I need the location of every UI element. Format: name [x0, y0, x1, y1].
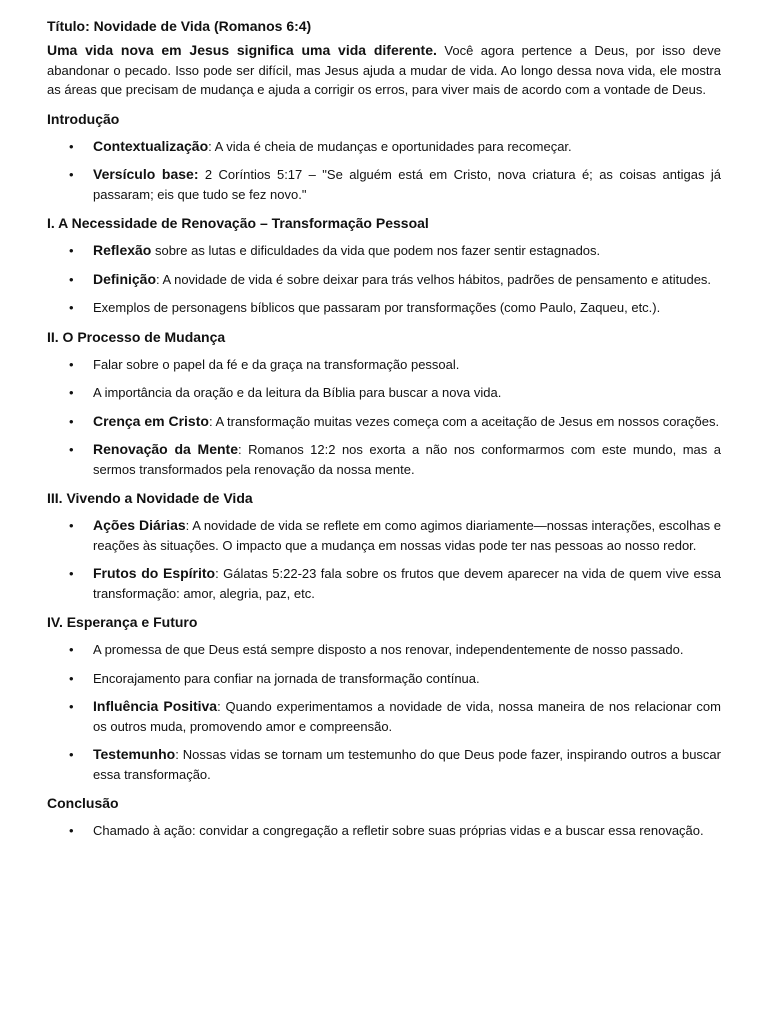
- section-list: [47, 516, 721, 603]
- section-heading: Conclusão: [47, 795, 119, 811]
- section-list: [47, 355, 721, 480]
- list-item: [47, 355, 721, 375]
- sections: [47, 109, 721, 841]
- list-item-text: : Quando experimentamos a novidade de vida, nossa maneira de nos relacionar com os outros muda, promovendo amor e compreensão.: [93, 699, 721, 734]
- list-item: [47, 516, 721, 555]
- list-item: [47, 270, 721, 290]
- list-item-text: : A transformação muitas vezes começa com a aceitação de Jesus em nossos corações.: [208, 413, 720, 429]
- list-item: [47, 412, 721, 432]
- list-item-term: Versículo base:: [93, 166, 199, 182]
- list-item-text: sobre as lutas e dificuldades da vida que podem nos fazer sentir estagnados.: [151, 243, 601, 258]
- list-item-text: Falar sobre o papel da fé e da graça na transformação pessoal.: [93, 356, 460, 372]
- list-item: [47, 241, 721, 261]
- list-item-text: : A vida é cheia de mudanças e oportunidades para recomeçar.: [208, 138, 572, 154]
- list-item: [47, 298, 721, 318]
- list-item-term: Frutos do Espírito: [93, 565, 216, 581]
- list-item: [47, 669, 721, 689]
- list-item: [47, 564, 721, 603]
- list-item-text: Exemplos de personagens bíblicos que passaram por transformações (como Paulo, Zaqueu, etc.).: [93, 300, 661, 315]
- list-item: [47, 745, 721, 784]
- list-item-text: A importância da oração e da leitura da Bíblia para buscar a nova vida.: [93, 385, 502, 400]
- section-list: [47, 640, 721, 784]
- section-heading: II. O Processo de Mudança: [47, 328, 226, 345]
- list-item-term: Renovação da Mente: [93, 441, 238, 457]
- list-item: [47, 383, 721, 403]
- list-item-term: Contextualização: [93, 137, 209, 154]
- list-item-text: A promessa de que Deus está sempre disposto a nos renovar, independentemente de nosso passado.: [93, 642, 684, 657]
- list-item-term: Ações Diárias: [93, 517, 186, 533]
- section-heading: I. A Necessidade de Renovação – Transformação Pessoal: [47, 215, 429, 231]
- section-list: [47, 137, 721, 205]
- list-item-term: Testemunho: [93, 746, 176, 762]
- list-item: [47, 137, 721, 157]
- list-item-text: Encorajamento para confiar na jornada de transformação contínua.: [93, 670, 480, 686]
- list-item-term: Crença em Cristo: [93, 412, 209, 429]
- section-list: [47, 241, 721, 318]
- list-item-text: : Gálatas 5:22-23 fala sobre os frutos que devem aparecer na vida de quem vive essa transformação: amor, alegria, paz, etc.: [93, 566, 721, 601]
- list-item: [47, 821, 721, 841]
- list-item-text: : Romanos 12:2 nos exorta a não nos conformarmos com este mundo, mas a sermos transformados pela renovação da nossa mente.: [93, 442, 721, 477]
- document-title: Título: Novidade de Vida (Romanos 6:4): [47, 18, 312, 34]
- section-list: [47, 821, 721, 841]
- list-item: [47, 440, 721, 479]
- list-item: [47, 697, 721, 736]
- list-item: [47, 640, 721, 660]
- intro-text: Você agora pertence a Deus, por isso deve abandonar o pecado. Isso pode ser difícil, mas Jesus ajuda a mudar de vida. Ao longo dessa nova vida, ele mostra as áreas que precisam de mudança e ajuda a corrigir os erros, para viver mais de acordo com a vontade de Deus.: [47, 43, 721, 97]
- list-item-text: 2 Coríntios 5:17 – "Se alguém está em Cristo, nova criatura é; as coisas antigas já passaram; eis que tudo se fez novo.": [93, 167, 721, 202]
- list-item-text: Chamado à ação: convidar a congregação a refletir sobre suas próprias vidas e a buscar essa renovação.: [93, 823, 704, 838]
- list-item: [47, 165, 721, 204]
- intro-paragraph: [47, 41, 721, 100]
- list-item-text: : A novidade de vida é sobre deixar para trás velhos hábitos, padrões de pensamento e atitudes.: [156, 271, 712, 287]
- list-item-term: Influência Positiva: [93, 698, 218, 714]
- list-item-term: Reflexão: [93, 242, 152, 258]
- section-heading: Introdução: [47, 110, 120, 127]
- list-item-term: Definição: [93, 270, 157, 287]
- list-item-text: : A novidade de vida se reflete em como agimos diariamente—nossas interações, escolhas e reações às situações. O impacto que a mudança em nossas vidas pode ter nas pessoas ao nosso redor.: [93, 518, 721, 553]
- list-item-text: : Nossas vidas se tornam um testemunho do que Deus pode fazer, inspirando outros a buscar essa transformação.: [93, 747, 721, 782]
- section-heading: IV. Esperança e Futuro: [47, 614, 198, 630]
- section-heading: III. Vivendo a Novidade de Vida: [47, 490, 253, 506]
- intro-bold: Uma vida nova em Jesus significa uma vida diferente.: [47, 42, 437, 58]
